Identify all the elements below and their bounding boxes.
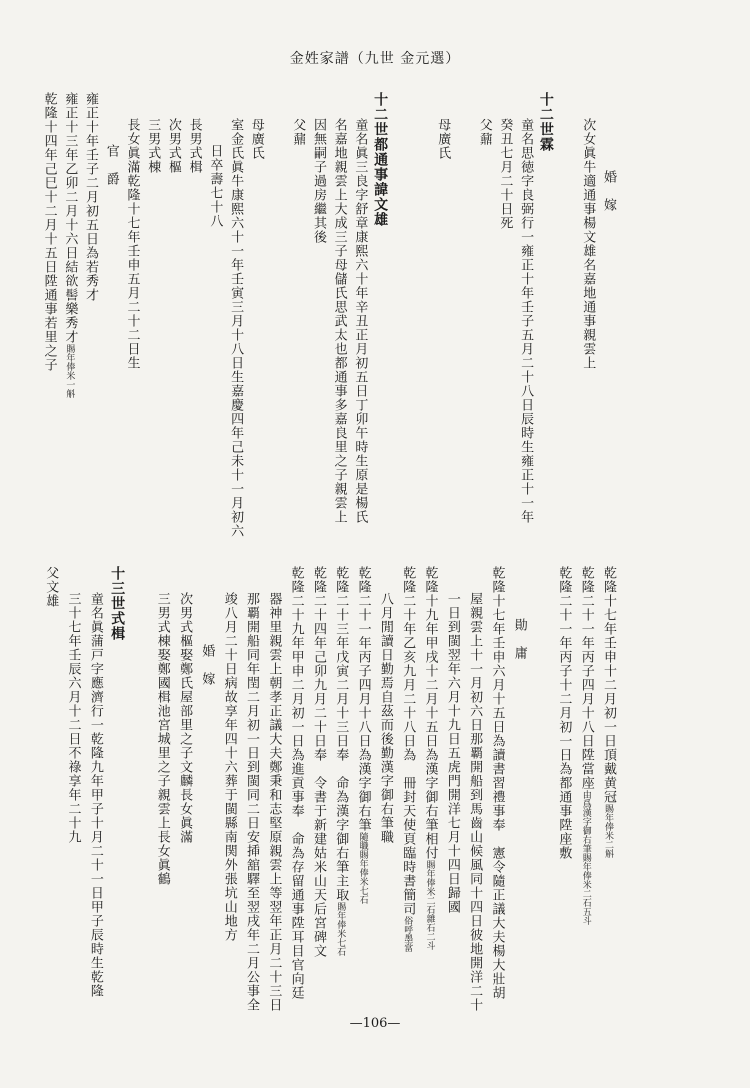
column-text: 父文雄	[43, 566, 59, 608]
column-text: 童名眞蒲戸字應濟行一乾隆九年甲子十月二十一日甲子辰時生乾隆	[87, 592, 103, 998]
generation-heading	[371, 92, 392, 532]
text-column	[40, 566, 62, 1006]
column-note: 賜年俸米七石	[335, 902, 346, 956]
column-text: 乾隆十九年甲戌十二月十五日為漢字御右筆相付	[422, 566, 438, 860]
text-column	[496, 92, 517, 558]
text-column	[185, 92, 206, 558]
text-column	[174, 566, 196, 1032]
column-text: 母廣氏	[248, 118, 264, 160]
text-column	[309, 92, 330, 558]
text-column	[85, 566, 107, 1032]
column-text: 竣八月二十日病故享年四十六葬于閩縣南関外張坑山地方	[221, 592, 237, 942]
text-column	[454, 92, 475, 532]
text-column	[129, 566, 151, 1006]
column-note: 賜年俸米二石雜石二斗	[424, 860, 435, 950]
text-column	[263, 566, 285, 1032]
column-text: 長女眞滿乾隆十七年壬申五月二十二日生	[124, 118, 140, 370]
column-text: 婚 嫁	[199, 644, 215, 686]
text-column	[241, 566, 263, 1032]
column-text: 次男式樞	[165, 118, 181, 174]
text-column	[598, 566, 620, 1006]
text-column	[434, 92, 455, 558]
text-column	[352, 566, 374, 1006]
column-note: 賜年俸米二斛	[603, 804, 613, 858]
column-text: 乾隆十四年己巳十二月十五日陞通事若里之子	[41, 92, 57, 372]
text-column	[196, 566, 218, 1084]
column-text: 官 爵	[103, 144, 119, 186]
column-text: 器神里親雲上朝孝正議大夫鄭秉和志堅原親雲上等翌年正月二十三日	[266, 592, 282, 1012]
column-text: 三十七年壬辰六月十二日不祿享年二十九	[65, 592, 81, 844]
column-text: 婚 嫁	[601, 170, 616, 212]
text-column	[226, 92, 247, 558]
column-text: 次女眞牛適通事楊文雄名嘉地通事親雲上	[580, 118, 596, 370]
column-text: 乾隆二十九年甲申二月初一日為進貢事奉 命為存留通事陞耳目官向廷	[288, 566, 304, 1000]
column-text: 八月閒讀日勤焉自茲而後勤漢字御右筆職	[377, 592, 393, 844]
column-text: 因無嗣子過房繼其後	[310, 118, 326, 244]
column-text: 癸丑七月二十日死	[497, 118, 513, 230]
text-column	[143, 92, 164, 558]
column-text: 乾隆二十年乙亥九月二十八日為 冊封天使頁臨時書簡司	[400, 566, 416, 916]
text-column	[516, 92, 537, 558]
column-text: 雍正十三年乙卯二月十六日結欲髻樂秀才	[62, 92, 78, 344]
text-column	[553, 566, 575, 1006]
column-note: 由爲漢字御右筆賜年俸米二石五斗	[580, 790, 591, 925]
text-column	[464, 566, 486, 1032]
text-column	[164, 92, 185, 558]
lower-text-block	[40, 566, 620, 1012]
column-text: 乾隆十七年壬申十二月初一日頂戴黄冠	[601, 566, 616, 804]
text-column	[61, 92, 82, 532]
column-note: 俗呼墨當	[402, 916, 413, 952]
text-column	[375, 566, 397, 1032]
text-column	[62, 566, 84, 1032]
text-column	[508, 566, 530, 1058]
text-column	[308, 566, 330, 1006]
text-column	[206, 92, 227, 584]
column-text: 乾隆二十一年丙子十二月初一日為都通事陞座敷	[556, 566, 572, 860]
text-column	[102, 92, 123, 584]
generation-heading	[107, 566, 129, 1006]
column-text: 三男式棟	[145, 118, 161, 174]
text-column	[599, 92, 620, 610]
column-text: 室金氏眞牛康熙六十一年壬寅三月十八日生嘉慶四年己未十一月初六	[228, 118, 244, 538]
text-column	[397, 566, 419, 1006]
text-column	[558, 92, 579, 532]
column-text: 那覇開船同年閏二月初一日到閩同二日安揷舘驛至翌戌年二月公事全	[244, 592, 259, 1012]
upper-text-block	[40, 92, 620, 538]
column-text: 童名眞三良字舒章康熙六十年辛丑正月初五日丁卯午時生原是楊氏	[352, 118, 368, 524]
column-text: 乾隆二十四年己卯九月二十日奉 令書于新建姑米山天后宮碑文	[310, 566, 326, 958]
text-column	[81, 92, 102, 532]
column-text: 童名思徳字良弼行一雍正十年壬子五月二十八日辰時生雍正十一年	[518, 118, 534, 524]
text-column	[392, 92, 413, 532]
column-note: 賜年俸米一斛	[64, 344, 75, 398]
column-text: 名嘉地親雲上大成三子母儲氏思武太也都通事多嘉良里之子親雲上	[331, 118, 347, 524]
column-text: 十二世霖	[537, 92, 554, 152]
text-column	[289, 92, 310, 558]
running-head: 金姓家譜（九世 金元選）	[289, 51, 461, 67]
text-column	[330, 92, 351, 558]
column-text: 乾隆二十一年丙子四月十八日為漢字御右筆	[355, 566, 371, 832]
text-column	[419, 566, 441, 1006]
column-text: 屋親雲上十一月初六日那覇開船到馬齒山候風同十四日彼地開洋二十	[467, 592, 483, 1012]
text-column	[575, 566, 597, 1006]
text-column	[218, 566, 240, 1032]
text-column	[40, 92, 61, 532]
text-column	[151, 566, 173, 1032]
column-text: 十三世式楫	[109, 566, 126, 641]
text-column	[442, 566, 464, 1032]
column-text: 乾隆二十三年戊寅二月十三日奉 命為漢字御右筆主取	[333, 566, 349, 902]
column-text: 母廣氏	[435, 118, 451, 160]
text-column	[531, 566, 553, 1006]
column-text: 父鼐	[290, 118, 306, 146]
text-column	[579, 92, 600, 558]
column-text: 勛 庸	[511, 618, 527, 660]
column-note: 隨職賜年俸米七石	[357, 832, 368, 904]
text-column	[285, 566, 307, 1006]
column-text: 十二世都通事諱文雄	[372, 92, 389, 227]
text-column	[247, 92, 268, 558]
column-text: 長男式楫	[186, 118, 202, 174]
column-text: 次男式樞娶鄭氏屋部里之子文麟長女眞滿	[177, 592, 193, 844]
column-text: 雍正十年壬子二月初五日為若秀才	[83, 92, 99, 302]
generation-heading	[537, 92, 558, 532]
column-text: 乾隆二十一年丙子四月十八日陞當座	[578, 566, 594, 790]
page-number: —106—	[349, 1016, 401, 1031]
text-column	[268, 92, 289, 532]
column-text: 乾隆十七年壬申六月十五日為讀書習禮事奉 憲令隨正議大夫楊大壯胡	[489, 566, 505, 1000]
column-text: 日卒壽七十八	[207, 144, 223, 228]
text-column	[351, 92, 372, 558]
column-text: 父鼐	[476, 118, 492, 146]
text-column	[475, 92, 496, 558]
text-column	[123, 92, 144, 558]
text-column	[486, 566, 508, 1006]
text-column	[330, 566, 352, 1006]
text-column	[413, 92, 434, 532]
column-text: 三男式棟娶鄭國楫池宮城里之子親雲上長女眞鶴	[154, 592, 170, 886]
column-text: 一日到閩翌年六月十九日五虎門開洋七月十四日歸國	[444, 592, 460, 914]
